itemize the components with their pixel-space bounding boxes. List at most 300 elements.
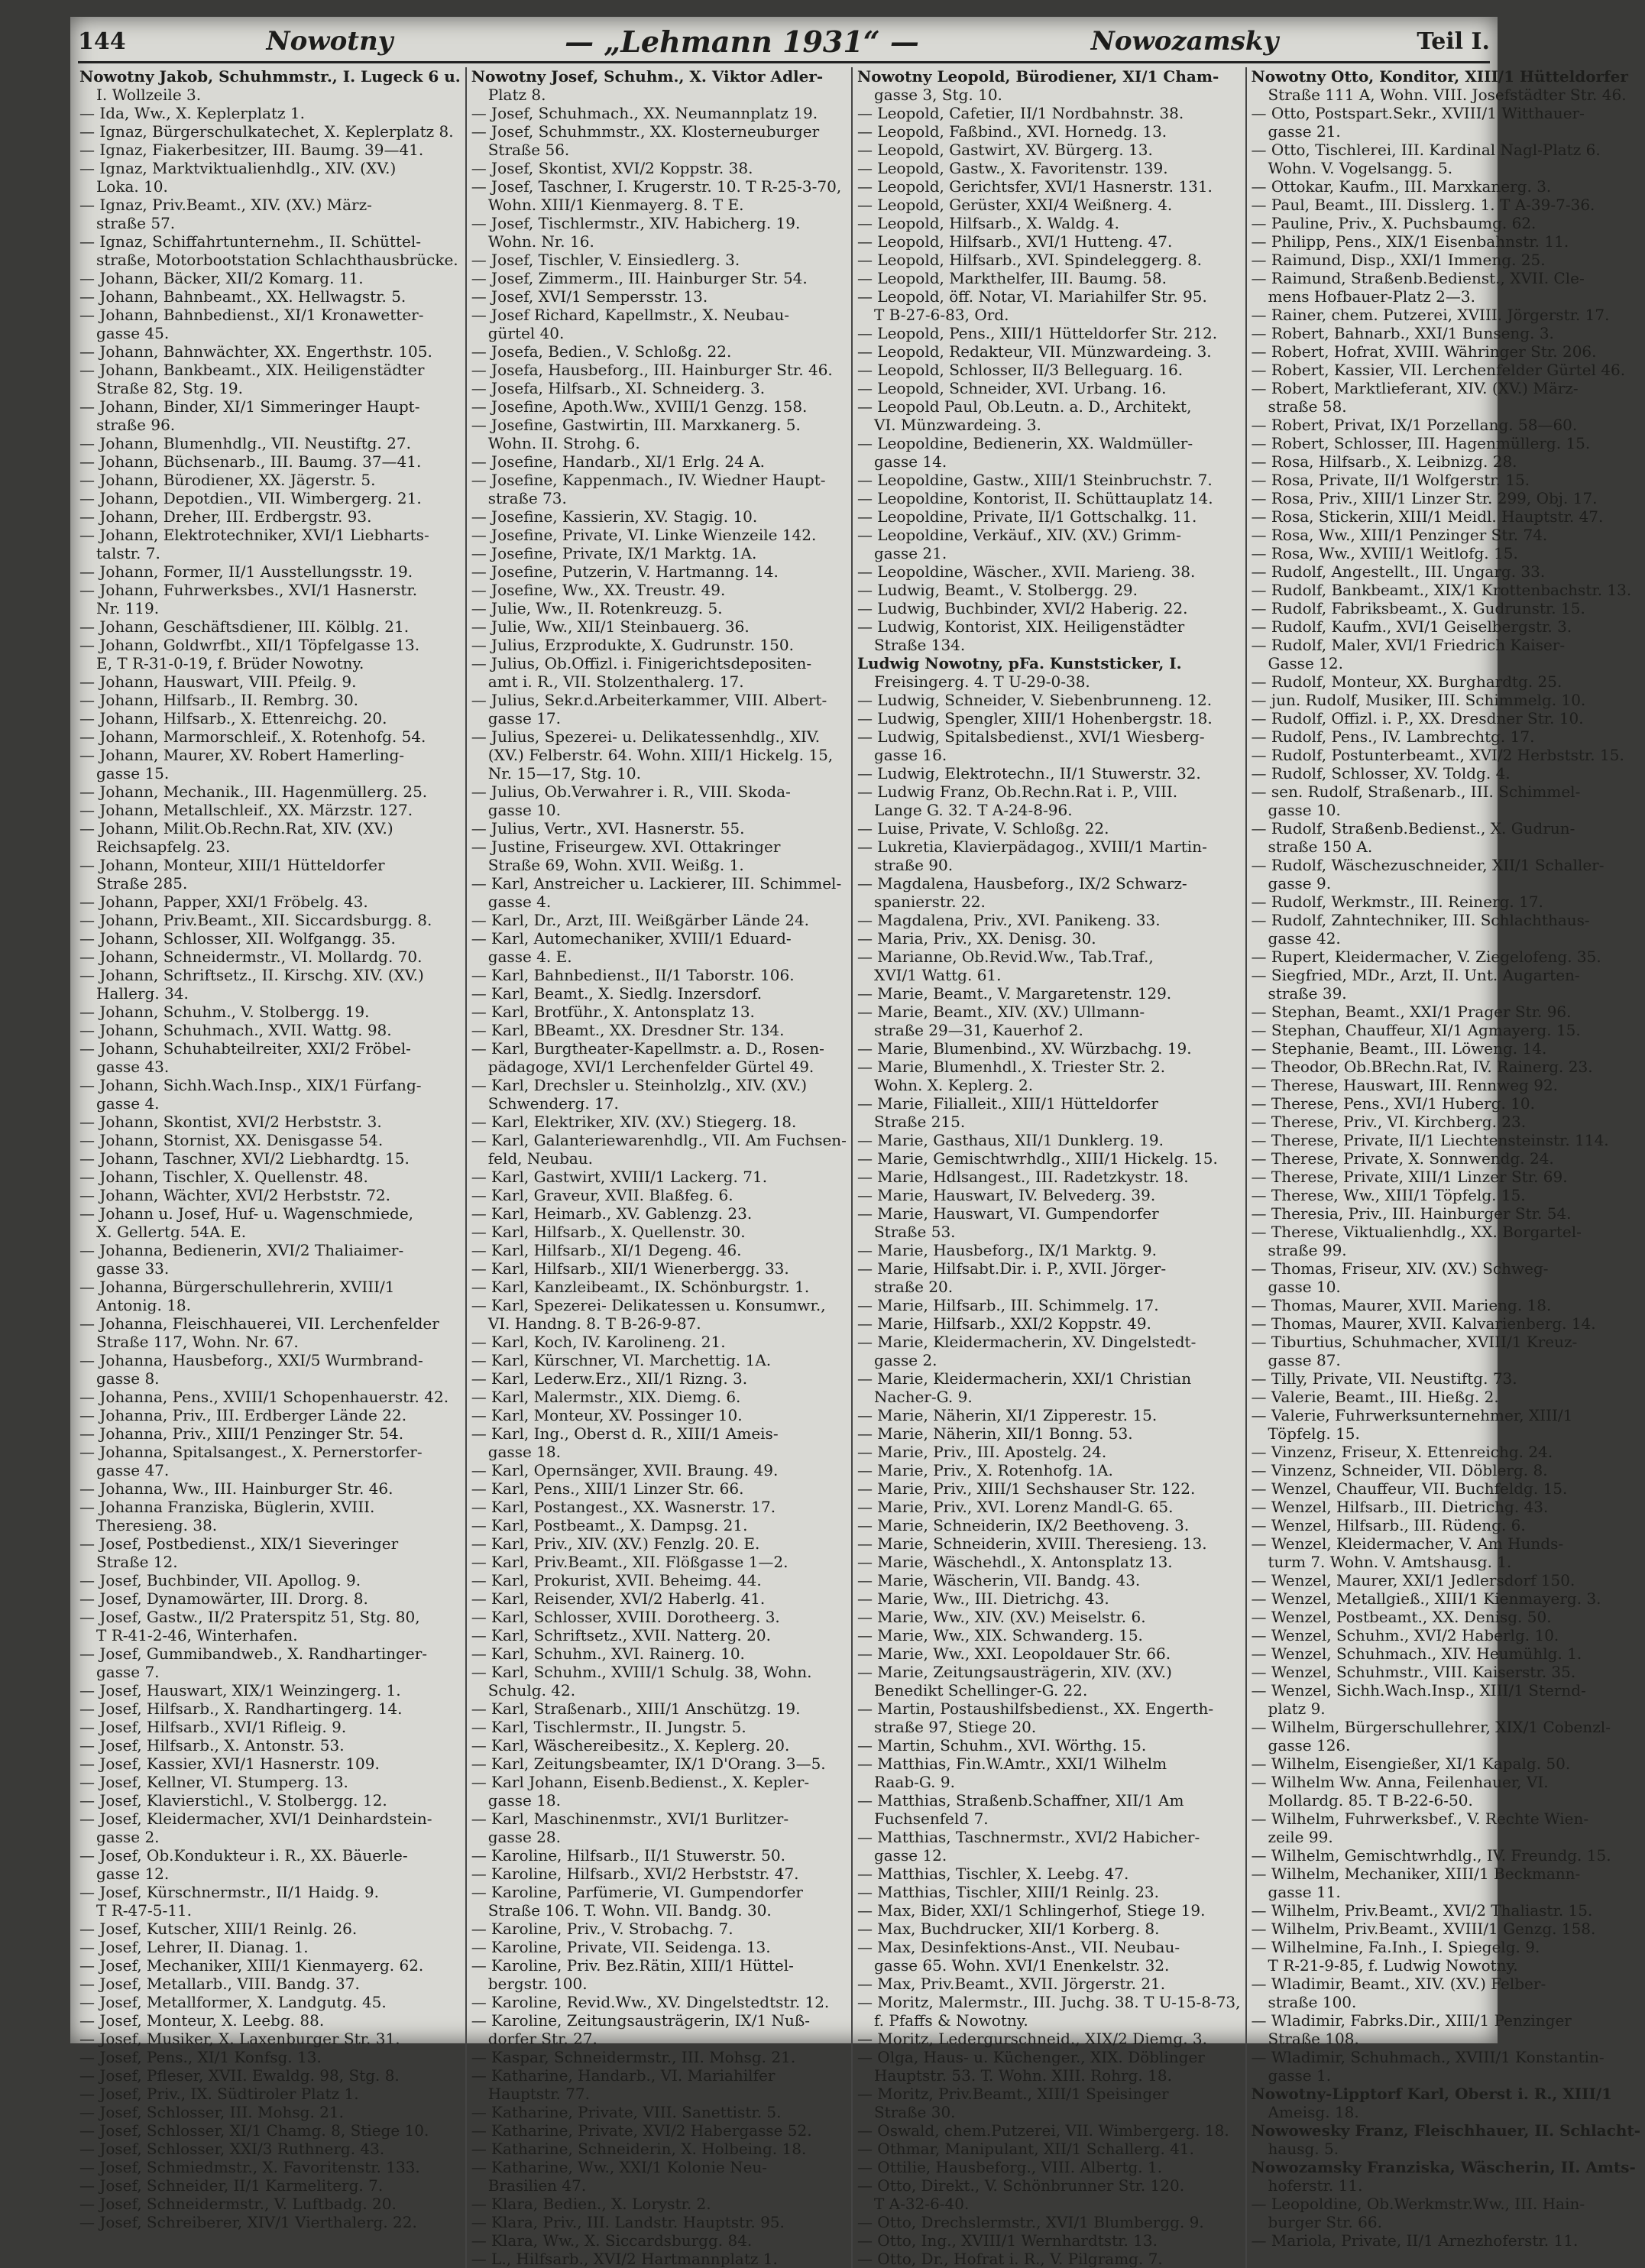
directory-entry-line: gasse 21. (873, 544, 947, 562)
directory-entry-line: — Matthias, Tischler, X. Leebg. 47. (857, 1865, 1129, 1883)
directory-entry-line: — Rudolf, Angestellt., III. Ungarg. 33. (1251, 562, 1546, 581)
directory-entry-line: — Josefine, Apoth.Ww., XVIII/1 Genzg. 158. (471, 397, 808, 416)
directory-entry-line: straße 96. (96, 416, 176, 434)
directory-entry-line: — Marianne, Ob.Revid.Ww., Tab.Traf., (857, 948, 1154, 966)
directory-entry-line: — Karoline, Priv. Bez.Rätin, XIII/1 Hüttel- (471, 1956, 794, 1975)
directory-entry-line: gasse 11. (1268, 1883, 1341, 1901)
directory-entry-line: Straße 111 A, Wohn. VIII. Josefstädter Str. 46. (1268, 86, 1627, 104)
directory-entry-line: gasse 10. (1268, 1278, 1341, 1296)
directory-entry-line: — Karl, Beamt., X. Siedlg. Inzersdorf. (471, 984, 763, 1003)
directory-entry-line: — Matthias, Taschnermstr., XVI/2 Habicher- (857, 1828, 1200, 1846)
directory-entry-line: — Marie, Näherin, XI/1 Zipperestr. 15. (857, 1406, 1158, 1424)
directory-entry-line: — Katharine, Schneiderin, X. Holbeing. 18. (471, 2140, 807, 2158)
directory-entry-line: — L., Hilfsarb., XVI/2 Hartmannplatz 1. (471, 2250, 778, 2268)
directory-entry-line: — Leopold, Gerüster, XXI/4 Weißnerg. 4. (857, 196, 1173, 214)
directory-entry-line: — Rudolf, Schlosser, XV. Toldg. 4. (1251, 764, 1511, 782)
directory-entry-line: mens Hofbauer-Platz 2—3. (1268, 287, 1475, 306)
directory-entry-line: — Wilhelm, Fuhrwerksbef., V. Rechte Wien- (1251, 1810, 1589, 1828)
directory-entry-line: gasse 18. (487, 1443, 561, 1461)
directory-entry-line: — Johann, Hilfsarb., II. Rembrg. 30. (79, 691, 359, 709)
directory-entry-line: — Johann, Taschner, XVI/2 Liebhardtg. 15. (79, 1149, 410, 1168)
directory-entry-line: — Johann, Milit.Ob.Rechn.Rat, XIV. (XV.) (79, 819, 393, 838)
directory-entry-line: — Leopoldine, Bedienerin, XX. Waldmüller- (857, 434, 1193, 452)
directory-entry-line: — Johann, Bahnbeamt., XX. Hellwagstr. 5. (79, 287, 406, 306)
directory-entry-line: gasse 45. (96, 324, 170, 342)
directory-entry-line: — Karl Johann, Eisenb.Bedienst., X. Kepler- (471, 1773, 810, 1791)
directory-entry-line: — Thomas, Maurer, XVII. Kalvarienberg. 14. (1251, 1314, 1596, 1333)
directory-entry-line: — Rosa, Stickerin, XIII/1 Meidl. Hauptstr. 47. (1251, 507, 1604, 526)
directory-entry-line: — Josef, Metallformer, X. Landgutg. 45. (79, 1993, 387, 2011)
directory-entry-line: — Matthias, Tischler, XIII/1 Reinlg. 23. (857, 1883, 1160, 1901)
directory-entry-line: — Josef, Schlosser, XI/1 Chamg. 8, Stiege 10. (79, 2121, 429, 2140)
directory-entry-line: hoferstr. 11. (1268, 2176, 1363, 2195)
directory-entry-line: — Karoline, Revid.Ww., XV. Dingelstedtstr. 12. (471, 1993, 830, 2011)
directory-entry-line: — Wilhelm, Bürgerschullehrer, XIX/1 Cobenzl- (1251, 1718, 1611, 1736)
directory-entry-line: — Wladimir, Schuhmach., XVIII/1 Konstantin- (1251, 2048, 1605, 2066)
directory-entry-line: Nowotny Otto, Konditor, XIII/1 Hütteldorfer (1251, 67, 1628, 86)
directory-entry-line: — Ludwig, Kontorist, XIX. Heiligenstädter (857, 617, 1185, 636)
directory-entry-line: — Matthias, Fin.W.Amtr., XXI/1 Wilhelm (857, 1754, 1167, 1773)
directory-entry-line: — Marie, Priv., XVI. Lorenz Mandl-G. 65. (857, 1498, 1174, 1516)
page-number: 144 (78, 28, 126, 55)
directory-entry-line: — Marie, Hausbeforg., IX/1 Marktg. 9. (857, 1241, 1157, 1259)
directory-entry-line: straße 58. (1268, 397, 1347, 416)
directory-entry-line: Nowotny Leopold, Bürodiener, XI/1 Cham- (857, 67, 1219, 86)
directory-entry-line: gasse 8. (96, 1369, 160, 1388)
directory-entry-line: — Ottokar, Kaufm., III. Marxkanerg. 3. (1251, 177, 1552, 196)
directory-entry-line: — Theodor, Ob.BRechn.Rat, IV. Rainerg. 23. (1251, 1058, 1593, 1076)
directory-entry-line: — Theresia, Priv., III. Hainburger Str. 54. (1251, 1204, 1572, 1223)
directory-entry-line: — Leopold, Schneider, XVI. Urbang. 16. (857, 379, 1167, 397)
directory-entry-line: — Leopold, Gastwirt, XV. Bürgerg. 13. (857, 141, 1153, 159)
directory-entry-line: — Karl, Malermstr., XIX. Diemg. 6. (471, 1388, 741, 1406)
directory-entry-line: — Magdalena, Hausbeforg., IX/2 Schwarz- (857, 874, 1187, 893)
directory-entry-line: I. Wollzeile 3. (96, 86, 202, 104)
directory-entry-line: — Johanna, Spitalsangest., X. Pernerstorfer- (79, 1443, 423, 1461)
directory-entry-line: — Johann, Monteur, XIII/1 Hütteldorfer (79, 856, 385, 874)
directory-entry-line: — Marie, Kleidermacherin, XV. Dingelstedt- (857, 1333, 1197, 1351)
directory-entry-line: — Leopold Paul, Ob.Leutn. a. D., Architekt, (857, 397, 1192, 416)
directory-entry-line: — Julius, Ob.Verwahrer i. R., VIII. Skoda- (471, 782, 791, 801)
directory-entry-line: — Marie, Wäscherin, VII. Bandg. 43. (857, 1571, 1141, 1589)
directory-entry-line: gasse 14. (873, 452, 947, 471)
directory-entry-line: gasse 3, Stg. 10. (873, 86, 1002, 104)
column-1 (75, 67, 467, 2268)
directory-entry-line: — Wladimir, Beamt., XIV. (XV.) Felber- (1251, 1975, 1546, 1993)
directory-entry-line: — Josef, Schneidermstr., V. Luftbadg. 20. (79, 2195, 397, 2213)
directory-entry-line: Hauptstr. 53. T. Wohn. XIII. Rohrg. 18. (873, 2066, 1172, 2085)
directory-entry-line: — Karl, Zeitungsbeamter, IX/1 D'Orang. 3—5. (471, 1754, 826, 1773)
column-3 (853, 67, 1247, 2268)
directory-entry-line: — Rudolf, Kaufm., XVI/1 Geiselbergstr. 3. (1251, 617, 1572, 636)
directory-entry-line: Straße 56. (487, 141, 570, 159)
directory-entry-line: hausg. 5. (1268, 2140, 1339, 2158)
directory-entry-line: — Marie, Schneiderin, XVIII. Theresieng. 13. (857, 1534, 1207, 1553)
directory-entry-line: — Otto, Ing., XVIII/1 Wernhardtstr. 13. (857, 2231, 1158, 2250)
directory-entry-line: gasse 12. (96, 1865, 170, 1883)
directory-entry-line: — Johann, Papper, XXI/1 Fröbelg. 43. (79, 893, 368, 911)
directory-entry-line: Hallerg. 34. (96, 984, 189, 1003)
header-last-name: Nowozamsky (1090, 26, 1279, 57)
directory-entry-line: straße 90. (873, 856, 954, 874)
directory-entry-line: — Ludwig, Schneider, V. Siebenbrunneng. 12. (857, 691, 1213, 709)
directory-entry-line: — Johann, Büchsenarb., III. Baumg. 37—41. (79, 452, 422, 471)
directory-entry-line: — Josef, Monteur, X. Leebg. 88. (79, 2011, 325, 2030)
directory-entry-line: gasse 12. (873, 1846, 947, 1865)
directory-entry-line: gasse 4. E. (487, 948, 572, 966)
directory-entry-line: Loka. 10. (96, 177, 168, 196)
directory-entry-line: — Karoline, Hilfsarb., II/1 Stuwerstr. 50. (471, 1846, 785, 1865)
directory-entry-line: — Otto, Tischlerei, III. Kardinal Nagl-Platz 6. (1251, 141, 1601, 159)
directory-entry-line: — Leopoldine, Verkäuf., XIV. (XV.) Grimm- (857, 526, 1181, 544)
directory-entry-line: — Wenzel, Maurer, XXI/1 Jedlersdorf 150. (1251, 1571, 1575, 1589)
directory-entry-line: — Karl, Schriftsetz., XVII. Natterg. 20. (471, 1626, 771, 1644)
directory-entry-line: Straße 117, Wohn. Nr. 67. (96, 1333, 299, 1351)
directory-entry-line: — Josef, Mechaniker, XIII/1 Kienmayerg. 62. (79, 1956, 424, 1975)
directory-entry-line: — Johann, Former, II/1 Ausstellungsstr. 19. (79, 562, 413, 581)
directory-entry-line: T A-32-6-40. (873, 2195, 970, 2213)
directory-entry-line: dorfer Str. 27. (487, 2030, 597, 2048)
directory-entry-line: — Rudolf, Postunterbeamt., XVI/2 Herbststr. 15. (1251, 746, 1624, 764)
directory-entry-line: — Karoline, Hilfsarb., XVI/2 Herbststr. 47. (471, 1865, 799, 1883)
directory-entry-line: — Julius, Spezerei- u. Delikatessenhdlg., XIV. (471, 727, 821, 746)
directory-entry-line: — Johann, Wächter, XVI/2 Herbststr. 72. (79, 1186, 391, 1204)
directory-entry-line: — Wilhelm, Eisengießer, XI/1 Kapalg. 50. (1251, 1754, 1571, 1773)
directory-entry-line: straße 97, Stiege 20. (873, 1718, 1037, 1736)
directory-entry-line: gasse 2. (96, 1828, 160, 1846)
directory-entry-line: — Klara, Ww., X. Siccardsburgg. 84. (471, 2231, 753, 2250)
directory-entry-line: — Rudolf, Fabriksbeamt., X. Gudrunstr. 15. (1251, 599, 1585, 617)
directory-entry-line: E, T R-31-0-19, f. Brüder Nowotny. (96, 654, 364, 672)
directory-entry-line: — Josef, Dynamowärter, III. Drorg. 8. (79, 1589, 368, 1608)
directory-entry-line: — Otto, Dr., Hofrat i. R., V. Pilgramg. 7. (857, 2250, 1163, 2268)
directory-entry-line: — Leopold, Gastw., X. Favoritenstr. 139. (857, 159, 1168, 177)
directory-entry-line: — Josef, Skontist, XVI/2 Koppstr. 38. (471, 159, 753, 177)
directory-entry-line: — Kaspar, Schneidermstr., III. Mohsg. 21. (471, 2048, 796, 2066)
directory-entry-line: — Leopold, öff. Notar, VI. Mariahilfer Str. 95. (857, 287, 1207, 306)
directory-entry-line: — Valerie, Beamt., III. Hießg. 2. (1251, 1388, 1499, 1406)
directory-entry-line: — Marie, Blumenbind., XV. Würzbachg. 19. (857, 1039, 1192, 1058)
directory-entry-line: — Othmar, Manipulant, XII/1 Schallerg. 41. (857, 2140, 1194, 2158)
directory-entry-line: — Josef, Ob.Kondukteur i. R., XX. Bäuerle- (79, 1846, 408, 1865)
directory-entry-line: — Wilhelm Ww. Anna, Feilenhauer, VI. (1251, 1773, 1549, 1791)
directory-entry-line: — Johann, Bahnwächter, XX. Engerthstr. 105. (79, 342, 432, 361)
directory-entry-line: — Josef, Buchbinder, VII. Apollog. 9. (79, 1571, 361, 1589)
directory-entry-line: — Karl, Hilfsarb., X. Quellenstr. 30. (471, 1223, 746, 1241)
directory-entry-line: — Therese, Private, X. Sonnwendg. 24. (1251, 1149, 1554, 1168)
directory-entry-line: — Karl, Straßenarb., XIII/1 Anschützg. 19. (471, 1699, 801, 1718)
directory-entry-line: gasse 28. (487, 1828, 561, 1846)
directory-entry-line: gasse 2. (873, 1351, 937, 1369)
directory-entry-line: — Robert, Privat, IX/1 Porzellang. 58—60. (1251, 416, 1578, 434)
directory-entry-line: Schulg. 42. (487, 1681, 576, 1699)
directory-entry-line: XVI/1 Wattg. 61. (873, 966, 1002, 984)
directory-entry-line: Straße 30. (873, 2103, 956, 2121)
directory-entry-line: gasse 43. (96, 1058, 170, 1076)
directory-entry-line: — Johann, Schuhabteilreiter, XXI/2 Fröbel- (79, 1039, 411, 1058)
directory-entry-line: — Johann, Schneidermstr., VI. Mollardg. 70. (79, 948, 423, 966)
directory-entry-line: — Josef, Hilfsarb., X. Randhartingerg. 14. (79, 1699, 403, 1718)
directory-entry-line: — Karl, Brotführ., X. Antonsplatz 13. (471, 1003, 755, 1021)
directory-entry-line: Töpfelg. 15. (1268, 1424, 1360, 1443)
directory-entry-line: — Marie, Beamt., XIV. (XV.) Ullmann- (857, 1003, 1145, 1021)
directory-entry-line: — Therese, Priv., VI. Kirchberg. 23. (1251, 1113, 1527, 1131)
directory-entry-line: — Marie, Hilfsarb., III. Schimmelg. 17. (857, 1296, 1159, 1314)
directory-entry-line: — Leopold, Faßbind., XVI. Hornedg. 13. (857, 122, 1167, 141)
directory-entry-line: — Mariola, Private, II/1 Arnezhoferstr. 11. (1251, 2231, 1579, 2250)
directory-entry-line: — Johann, Bürodiener, XX. Jägerstr. 5. (79, 471, 376, 489)
directory-entry-line: — Ludwig Franz, Ob.Rechn.Rat i. P., VIII. (857, 782, 1178, 801)
directory-entry-line: straße 29—31, Kauerhof 2. (873, 1021, 1083, 1039)
directory-entry-line: — Josef, Kassier, XVI/1 Hasnerstr. 109. (79, 1754, 380, 1773)
directory-entry-line: — Leopoldine, Gastw., XIII/1 Steinbruchstr. 7. (857, 471, 1213, 489)
directory-entry-line: — Thomas, Friseur, XIV. (XV.) Schweg- (1251, 1259, 1549, 1278)
directory-entry-line: — Robert, Bahnarb., XXI/1 Bunseng. 3. (1251, 324, 1554, 342)
directory-entry-line: — Josef, Schmiedmstr., X. Favoritenstr. 133. (79, 2158, 420, 2176)
directory-entry-line: — Katharine, Handarb., VI. Mariahilfer (471, 2066, 776, 2085)
directory-entry-line: — Johann, Tischler, X. Quellenstr. 48. (79, 1168, 368, 1186)
directory-entry-line: — Maria, Priv., XX. Denisg. 30. (857, 929, 1096, 948)
directory-entry-line: — Johann, Sichh.Wach.Insp., XIX/1 Fürfang- (79, 1076, 422, 1094)
directory-entry-line: gasse 9. (1268, 874, 1332, 893)
directory-entry-line: — Karl, Drechsler u. Steinholzlg., XIV. (XV.) (471, 1076, 808, 1094)
directory-entry-line: — Magdalena, Priv., XVI. Panikeng. 33. (857, 911, 1161, 929)
directory-entry-line: gürtel 40. (487, 324, 565, 342)
directory-entry-line: — Josef, Hilfsarb., XVI/1 Rifleig. 9. (79, 1718, 347, 1736)
directory-entry-line: — Moritz, Priv.Beamt., XIII/1 Speisinger (857, 2085, 1169, 2103)
directory-entry-line: — Johann, Schriftsetz., II. Kirschg. XIV. (XV.) (79, 966, 424, 984)
directory-entry-line: — Marie, Schneiderin, IX/2 Beethoveng. 3. (857, 1516, 1190, 1534)
directory-entry-line: — Rudolf, Monteur, XX. Burghardtg. 25. (1251, 672, 1562, 691)
directory-entry-line: gasse 10. (1268, 801, 1341, 819)
directory-entry-line: — Siegfried, MDr., Arzt, II. Unt. Augarten- (1251, 966, 1580, 984)
directory-entry-line: — Julie, Ww., II. Rotenkreuzg. 5. (471, 599, 723, 617)
directory-entry-line: — Marie, Hilfsabt.Dir. i. P., XVII. Jörger- (857, 1259, 1167, 1278)
directory-entry-line: — Karl, Kanzleibeamt., IX. Schönburgstr. 1. (471, 1278, 810, 1296)
column-2 (467, 67, 853, 2268)
directory-entry-line: Mollardg. 85. T B-22-6-50. (1268, 1791, 1473, 1810)
directory-entry-line: Nr. 119. (96, 599, 160, 617)
directory-entry-line: — Leopold, Gerichtsfer, XVI/1 Hasnerstr. 131. (857, 177, 1213, 196)
directory-entry-line: — Ludwig, Spengler, XIII/1 Hohenbergstr. 18. (857, 709, 1213, 727)
directory-entry-line: — Ludwig, Spitalsbedienst., XVI/1 Wiesberg- (857, 727, 1205, 746)
directory-entry-line: — Rudolf, Maler, XVI/1 Friedrich Kaiser- (1251, 636, 1566, 654)
directory-entry-line: — Max, Desinfektions-Anst., VII. Neubau- (857, 1938, 1180, 1956)
directory-entry-line: — Josef, Metallarb., VIII. Bandg. 37. (79, 1975, 360, 1993)
directory-entry-line: — sen. Rudolf, Straßenarb., III. Schimmel- (1251, 782, 1581, 801)
directory-entry-line: Brasilien 47. (487, 2176, 587, 2195)
directory-entry-line: — Tiburtius, Schuhmacher, XVIII/1 Kreuz- (1251, 1333, 1578, 1351)
directory-entry-line: — Josef, Schreiberer, XIV/1 Vierthalerg. 22. (79, 2213, 417, 2231)
directory-entry-line: — Josef, Pens., XI/1 Konfsg. 13. (79, 2048, 322, 2066)
directory-entry-line: (XV.) Felberstr. 64. Wohn. XIII/1 Hickelg. 15, (487, 746, 834, 764)
directory-entry-line: — Wenzel, Sichh.Wach.Insp., XIII/1 Sternd- (1251, 1681, 1586, 1699)
directory-entry-line: — Karoline, Priv., V. Strobachg. 7. (471, 1920, 733, 1938)
directory-entry-line: — Josef, Schneider, II/1 Karmeliterg. 7. (79, 2176, 384, 2195)
directory-entry-line: — Johanna, Hausbeforg., XXI/5 Wurmbrand- (79, 1351, 423, 1369)
directory-entry-line: — Johann, Depotdien., VII. Wimbergerg. 21. (79, 489, 422, 507)
directory-entry-line: — Leopold, Hilfsarb., X. Waldg. 4. (857, 214, 1119, 232)
directory-entry-line: — Rudolf, Pens., IV. Lambrechtg. 17. (1251, 727, 1535, 746)
directory-entry-line: — Karl, Gastwirt, XVIII/1 Lackerg. 71. (471, 1168, 768, 1186)
directory-entry-line: — Karl, Schuhm., XVIII/1 Schulg. 38, Wohn. (471, 1663, 812, 1681)
directory-entry-line: — Max, Bider, XXI/1 Schlingerhof, Stiege 19. (857, 1901, 1206, 1920)
directory-entry-line: — Josefa, Bedien., V. Schloßg. 22. (471, 342, 732, 361)
directory-entry-line: — Julius, Ob.Offizl. i. Finigerichtsdepositen- (471, 654, 812, 672)
directory-entry-line: — Johann, Bankbeamt., XIX. Heiligenstädter (79, 361, 425, 379)
directory-entry-line: Wohn. II. Strohg. 6. (487, 434, 640, 452)
directory-entry-line: — Luise, Private, V. Schloßg. 22. (857, 819, 1109, 838)
directory-entry-line: — Otto, Drechslermstr., XVI/1 Blumbergg. 9. (857, 2213, 1204, 2231)
directory-entry-line: — Johanna, Bürgerschullehrerin, XVIII/1 (79, 1278, 395, 1296)
directory-entry-line: — Wilhelmine, Fa.Inh., I. Spiegelg. 9. (1251, 1938, 1540, 1956)
directory-entry-line: — Johann, Bahnbedienst., XI/1 Kronawetter- (79, 306, 424, 324)
directory-entry-line: — Karl, Heimarb., XV. Gablenzg. 23. (471, 1204, 753, 1223)
directory-entry-line: — Wenzel, Schuhmach., XIV. Heumühlg. 1. (1251, 1644, 1582, 1663)
directory-entry-line: Theresieng. 38. (96, 1516, 218, 1534)
directory-entry-line: — Rudolf, Zahntechniker, III. Schlachthaus- (1251, 911, 1590, 929)
directory-entry-line: — Marie, Priv., III. Apostelg. 24. (857, 1443, 1107, 1461)
directory-entry-line: — Marie, Gemischtwrhdlg., XIII/1 Hickelg. 15. (857, 1149, 1218, 1168)
directory-entry-line: — Julius, Erzprodukte, X. Gudrunstr. 150. (471, 636, 794, 654)
directory-entry-line: — Wilhelm, Gemischtwrhdlg., IV. Freundg. 15. (1251, 1846, 1611, 1865)
directory-entry-line: — Johann, Priv.Beamt., XII. Siccardsburgg. 8. (79, 911, 432, 929)
directory-entry-line: gasse 16. (873, 746, 947, 764)
directory-entry-line: — Tilly, Private, VII. Neustiftg. 73. (1251, 1369, 1517, 1388)
directory-entry-line: — Johann, Hilfsarb., X. Ettenreichg. 20. (79, 709, 387, 727)
directory-entry-line: — Ottilie, Hausbeforg., VIII. Albertg. 1. (857, 2158, 1163, 2176)
directory-entry-line: — Otto, Postspart.Sekr., XVIII/1 Witthauer- (1251, 104, 1585, 122)
directory-entry-line: — Therese, Viktualienhdlg., XX. Borgartel- (1251, 1223, 1582, 1241)
directory-entry-line: — Martin, Postaushilfsbedienst., XX. Engerth- (857, 1699, 1214, 1718)
directory-entry-line: — Leopoldine, Private, II/1 Gottschalkg. 11. (857, 507, 1197, 526)
directory-entry-line: Benedikt Schellinger-G. 22. (873, 1681, 1088, 1699)
directory-entry-line: — Josef, Schuhmmstr., XX. Klosterneuburger (471, 122, 820, 141)
directory-entry-line: — Marie, Ww., XIV. (XV.) Meiselstr. 6. (857, 1608, 1146, 1626)
header-title: — „Lehmann 1931“ — (565, 24, 919, 59)
directory-entry-line: Wohn. X. Keplerg. 2. (873, 1076, 1034, 1094)
directory-entry-line: — Olga, Haus- u. Küchenger., XIX. Döblinger (857, 2048, 1205, 2066)
directory-entry-line: Hauptstr. 77. (487, 2085, 590, 2103)
directory-entry-line: — Karoline, Parfümerie, VI. Gumpendorfer (471, 1883, 803, 1901)
directory-entry-line: — Leopoldine, Wäscher., XVII. Marieng. 38. (857, 562, 1196, 581)
directory-entry-line: gasse 33. (96, 1259, 170, 1278)
directory-entry-line: Gasse 12. (1268, 654, 1343, 672)
directory-entry-line: Straße 106. T. Wohn. VII. Bandg. 30. (487, 1901, 772, 1920)
directory-entry-line: — Karl, Hilfsarb., XI/1 Degeng. 46. (471, 1241, 742, 1259)
directory-entry-line: — Josef, Priv., IX. Südtiroler Platz 1. (79, 2085, 359, 2103)
directory-entry-line: — Wenzel, Postbeamt., XX. Denisg. 50. (1251, 1608, 1552, 1626)
directory-entry-line: — Marie, Zeitungsausträgerin, XIV. (XV.) (857, 1663, 1172, 1681)
directory-entry-line: — Ida, Ww., X. Keplerplatz 1. (79, 104, 305, 122)
directory-entry-line: Straße 285. (96, 874, 188, 893)
directory-entry-line: — Otto, Direkt., V. Schönbrunner Str. 120. (857, 2176, 1185, 2195)
directory-entry-line: — Marie, Näherin, XII/1 Bonng. 53. (857, 1424, 1133, 1443)
directory-entry-line: — Johann, Maurer, XV. Robert Hamerling- (79, 746, 405, 764)
directory-entry-line: — Katharine, Ww., XXI/1 Kolonie Neu- (471, 2158, 768, 2176)
directory-entry-line: — Marie, Priv., X. Rotenhofg. 1A. (857, 1461, 1113, 1479)
directory-entry-line: straße 20. (873, 1278, 954, 1296)
directory-entry-line: — Josef, Tischler, V. Einsiedlerg. 3. (471, 251, 740, 269)
directory-entry-line: Nowotny Jakob, Schuhmmstr., I. Lugeck 6 u. (79, 67, 461, 86)
directory-entry-line: — Josef, Taschner, I. Krugerstr. 10. T R-25-3-70, (471, 177, 842, 196)
directory-entry-line: gasse 1. (1268, 2066, 1332, 2085)
directory-entry-line: — Karl, Pens., XIII/1 Linzer Str. 66. (471, 1479, 744, 1498)
directory-entry-line: — Josef, Lehrer, II. Dianag. 1. (79, 1938, 309, 1956)
directory-entry-line: — Josef, Hilfsarb., X. Antonstr. 53. (79, 1736, 345, 1754)
directory-entry-line: — Johann, Geschäftsdiener, III. Kölblg. 21. (79, 617, 410, 636)
directory-entry-line: — Rudolf, Werkmstr., III. Reinerg. 17. (1251, 893, 1543, 911)
directory-entry-line: — Wenzel, Chauffeur, VII. Buchfeldg. 15. (1251, 1479, 1568, 1498)
directory-entry-line: — Johanna, Fleischhauerei, VII. Lerchenfelder (79, 1314, 439, 1333)
directory-entry-line: — Johanna, Ww., III. Hainburger Str. 46. (79, 1479, 393, 1498)
directory-entry-line: — Karl, Elektriker, XIV. (XV.) Stiegerg. 18. (471, 1113, 797, 1131)
directory-entry-line: Straße 82, Stg. 19. (96, 379, 244, 397)
directory-entry-line: Straße 215. (873, 1113, 966, 1131)
directory-entry-line: Wohn. Nr. 16. (487, 232, 594, 251)
directory-entry-line: platz 9. (1268, 1699, 1326, 1718)
directory-entry-line: — Therese, Ww., XIII/1 Töpfelg. 15. (1251, 1186, 1526, 1204)
directory-entry-line: — Johanna, Priv., XIII/1 Penzinger Str. 54. (79, 1424, 404, 1443)
directory-entry-line: — Johann, Schuhmach., XVII. Wattg. 98. (79, 1021, 392, 1039)
directory-entry-line: — Johann, Dreher, III. Erdbergstr. 93. (79, 507, 372, 526)
directory-entry-line: — Julius, Vertr., XVI. Hasnerstr. 55. (471, 819, 745, 838)
directory-entry-line: straße 39. (1268, 984, 1347, 1003)
directory-entry-line: gasse 15. (96, 764, 170, 782)
directory-entry-line: — Therese, Private, II/1 Liechtensteinstr. 114. (1251, 1131, 1609, 1149)
directory-entry-line: — Josef, Kellner, VI. Stumperg. 13. (79, 1773, 348, 1791)
directory-entry-line: — Marie, Wäschehdl., X. Antonsplatz 13. (857, 1553, 1173, 1571)
directory-entry-line: Straße 12. (96, 1553, 178, 1571)
directory-entry-line: — Leopold, Redakteur, VII. Münzwardeing. 3. (857, 342, 1212, 361)
directory-entry-line: T R-47-5-11. (96, 1901, 193, 1920)
directory-entry-line: Fuchsenfeld 7. (873, 1810, 989, 1828)
directory-entry-line: — Karl, Dr., Arzt, III. Weißgärber Lände 24. (471, 911, 810, 929)
directory-entry-line: gasse 21. (1268, 122, 1341, 141)
directory-entry-line: — Marie, Hauswart, VI. Gumpendorfer (857, 1204, 1159, 1223)
directory-entry-line: — Karoline, Private, VII. Seidenga. 13. (471, 1938, 771, 1956)
directory-entry-line: — Marie, Kleidermacherin, XXI/1 Christian (857, 1369, 1192, 1388)
directory-entry-line: — Rosa, Private, II/1 Wolfgerstr. 15. (1251, 471, 1530, 489)
directory-entry-line: — Johanna, Pens., XVIII/1 Schopenhauerstr. 42. (79, 1388, 449, 1406)
directory-entry-line: Nowozamsky Franziska, Wäscherin, II. Amts- (1251, 2158, 1636, 2176)
directory-entry-line: — Karl, Schuhm., XVI. Rainerg. 10. (471, 1644, 745, 1663)
directory-entry-line: — Marie, Ww., XIX. Schwanderg. 15. (857, 1626, 1143, 1644)
directory-entry-line: — Leopold, Schlosser, II/3 Belleguarg. 16. (857, 361, 1184, 379)
directory-entry-line: — Karl, Opernsänger, XVII. Braung. 49. (471, 1461, 779, 1479)
directory-entry-line: — Lukretia, Klavierpädagog., XVIII/1 Martin- (857, 838, 1207, 856)
directory-entry-line: — Josef, Schlosser, III. Mohsg. 21. (79, 2103, 344, 2121)
directory-entry-line: — Wenzel, Kleidermacher, V. Am Hunds- (1251, 1534, 1564, 1553)
directory-entry-line: — Josef, Hauswart, XIX/1 Weinzingerg. 1. (79, 1681, 401, 1699)
directory-entry-line: — Ignaz, Schiffahrtunternehm., II. Schüttel- (79, 232, 421, 251)
directory-entry-line: zeile 99. (1268, 1828, 1333, 1846)
directory-entry-line: — Karl, Reisender, XVI/2 Haberlg. 41. (471, 1589, 766, 1608)
directory-entry-line: — Johanna, Priv., III. Erdberger Lände 22. (79, 1406, 407, 1424)
directory-entry-line: straße 73. (487, 489, 567, 507)
directory-entry-line: Nr. 15—17, Stg. 10. (487, 764, 641, 782)
directory-entry-line: — Robert, Marktlieferant, XIV. (XV.) März- (1251, 379, 1579, 397)
directory-entry-line: — Karl, Graveur, XVII. Blaßfeg. 6. (471, 1186, 733, 1204)
directory-entry-line: — Stephan, Chauffeur, XI/1 Agmayerg. 15. (1251, 1021, 1581, 1039)
directory-entry-line: — Johann, Skontist, XVI/2 Herbststr. 3. (79, 1113, 382, 1131)
directory-entry-line: gasse 7. (96, 1663, 160, 1681)
directory-entry-line: — Josefine, Handarb., XI/1 Erlg. 24 A. (471, 452, 766, 471)
directory-entry-line: — Josefine, Ww., XX. Treustr. 49. (471, 581, 726, 599)
directory-entry-line: — Robert, Kassier, VII. Lerchenfelder Gürtel 46. (1251, 361, 1626, 379)
directory-entry-line: — Marie, Ww., XXI. Leopoldauer Str. 66. (857, 1644, 1171, 1663)
directory-entry-line: — Thomas, Maurer, XVII. Marieng. 18. (1251, 1296, 1552, 1314)
